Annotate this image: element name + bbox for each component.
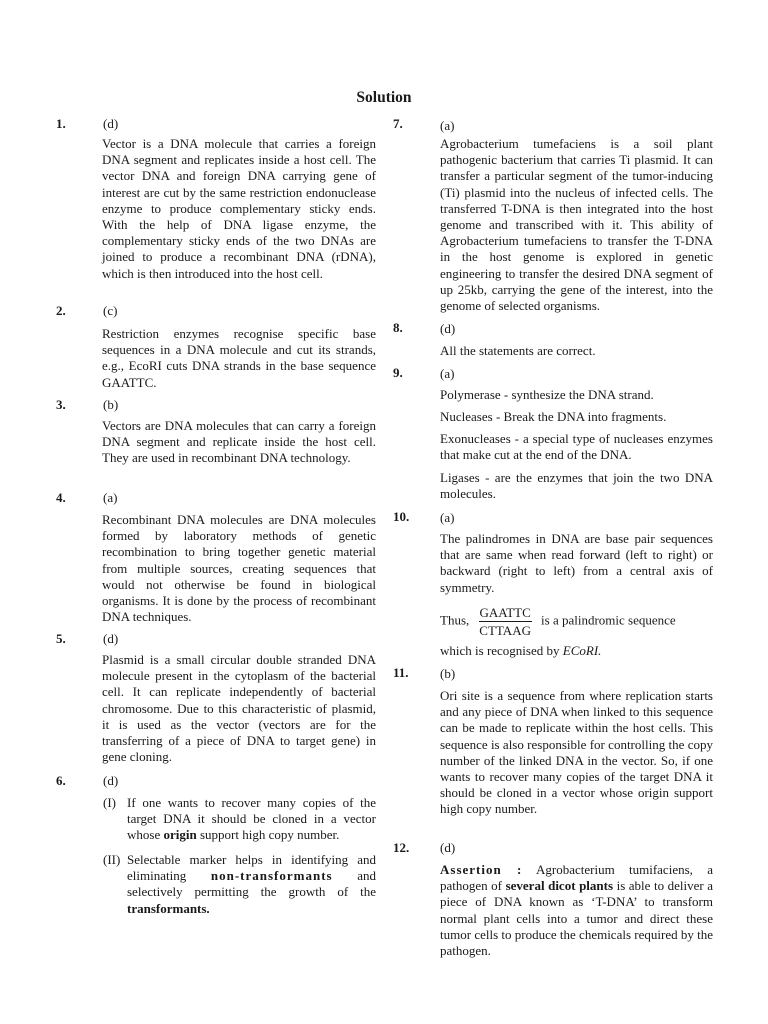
solution-text: Assertion : Agrobacterium tumifaciens, a pathogen of several dicot plants is able to deliver a piece of DNA known as ‘T-DNA’ to transform normal plant cells into a tumor and direct these tumor cells to produce the chemicals required by the pathogen.: [440, 862, 714, 959]
answer-option: (a): [440, 118, 455, 133]
emphasis: several dicot plants: [505, 878, 614, 894]
point-number: (I): [103, 795, 116, 810]
answer-option: (b): [440, 666, 456, 681]
answer-option: (c): [103, 303, 118, 318]
solution-text: All the statements are correct.: [440, 343, 596, 358]
question-number: 12.: [393, 840, 410, 855]
answer-option: (b): [103, 397, 119, 412]
enzyme-name: ECoRI.: [562, 643, 602, 658]
fraction-numerator: GAATTC: [479, 605, 531, 620]
page-title: Solution: [356, 89, 412, 106]
fraction-denominator: CTTAAG: [479, 623, 531, 638]
question-number: 11.: [393, 665, 409, 680]
solution-text: Vector is a DNA molecule that carries a foreign DNA segment and replicates inside a host cell. The vector DNA and foreign DNA carrying gene of interest are cut by the same restriction endonuclease enzyme to produce complementary sticky ends. With the help of DNA ligase enzyme, the complementary sticky ends of the two DNAs are joined to produce a recombinant DNA (rDNA), which is then introduced into the host cell.: [102, 136, 376, 281]
emphasis: origin: [163, 827, 197, 843]
question-number: 2.: [56, 303, 66, 318]
answer-option: (d): [103, 773, 119, 788]
question-number: 10.: [393, 509, 410, 524]
question-number: 3.: [56, 397, 66, 412]
solution-text: Restriction enzymes recognise specific base sequences in a DNA molecule and cut its strands, e.g., EcoRI cuts DNA strands in the base sequence GAATTC.: [102, 326, 376, 390]
question-number: 9.: [393, 365, 403, 380]
palindrome-example: Thus, $\frac{\text{GAATTC}}{\text{CTTAAG}}$ is a palindromic sequence: [440, 605, 676, 638]
question-number: 4.: [56, 490, 66, 505]
solution-point-1: (I) If one wants to recover many copies of the target DNA it should be cloned in a vector whose origin support high copy number.: [103, 795, 376, 843]
point-number: (II): [103, 852, 121, 867]
emphasis: non-transformants: [210, 868, 333, 884]
question-number: 8.: [393, 320, 403, 335]
answer-option: (d): [440, 321, 456, 336]
question-number: 6.: [56, 773, 66, 788]
solution-text: Nucleases - Break the DNA into fragments.: [440, 409, 667, 424]
answer-option: (a): [103, 490, 118, 505]
answer-option: (a): [440, 366, 455, 381]
question-number: 1.: [56, 116, 66, 131]
emphasis: transformants.: [127, 900, 210, 916]
solution-text: Ligases - are the enzymes that join the two DNA molecules.: [440, 470, 713, 502]
solution-text: Vectors are DNA molecules that can carry a foreign DNA segment and replicate inside the host cell. They are used in recombinant DNA technology.: [102, 418, 376, 466]
answer-option: (a): [440, 510, 455, 525]
answer-option: (d): [103, 631, 119, 646]
solution-text: Ori site is a sequence from where replication starts and any piece of DNA when linked to this sequence can be made to replicate within the host cells. This sequence is also responsible for controlling the copy number of the linked DNA in the vector. So, if one wants to recover many copies of the target DNA it should be cloned in a vector whose origin support high copy number.: [440, 688, 713, 817]
question-number: 7.: [393, 116, 403, 131]
solution-text: which is recognised by ECoRI.: [440, 643, 602, 658]
solution-text: Exonucleases - a special type of nucleases enzymes that make cut at the end of the DNA.: [440, 431, 713, 463]
solution-text: Recombinant DNA molecules are DNA molecules formed by laboratory methods of genetic recombination to bring together genetic material from multiple sources, creating sequences that would not otherwise be found in biological organisms. It is done by the process of recombinant DNA techniques.: [102, 512, 376, 625]
solution-point-2: (II) Selectable marker helps in identifying and eliminating non-transformants and selectively permitting the growth of the transformants.: [103, 852, 377, 916]
answer-option: (d): [440, 840, 456, 855]
solution-text: The palindromes in DNA are base pair sequences that are same when read forward (left to right) or backward (right to left) from a central axis of symmetry.: [440, 531, 713, 595]
answer-option: (d): [103, 116, 119, 131]
fraction: [479, 604, 532, 639]
question-number: 5.: [56, 631, 66, 646]
assertion-label: Assertion :: [440, 862, 523, 877]
solution-text: Plasmid is a small circular double stranded DNA molecule present in the cytoplasm of the bacterial cell. It can replicate independently of bacterial chromosome. Due to this characteristic of plasmid, it is used as the vector (vectors are for the transferring of a piece of DNA to target gene) in gene cloning.: [102, 652, 376, 765]
solution-text: Polymerase - synthesize the DNA strand.: [440, 387, 654, 402]
solution-text: Agrobacterium tumefaciens is a soil plant pathogenic bacterium that carries Ti plasmid. It can transfer a particular segment of the tumor-inducing (Ti) plasmid into the nucleus of infected cells. The transferred T-DNA is then integrated into the host genome and transcribed with it. This ability of Agrobacterium tumefaciens to transfer the T-DNA in the host genome is explored in genetic engineering to transfer the desired DNA segment of up 25kb, carrying the gene of the interest, into the genome of selected organisms.: [440, 136, 713, 314]
